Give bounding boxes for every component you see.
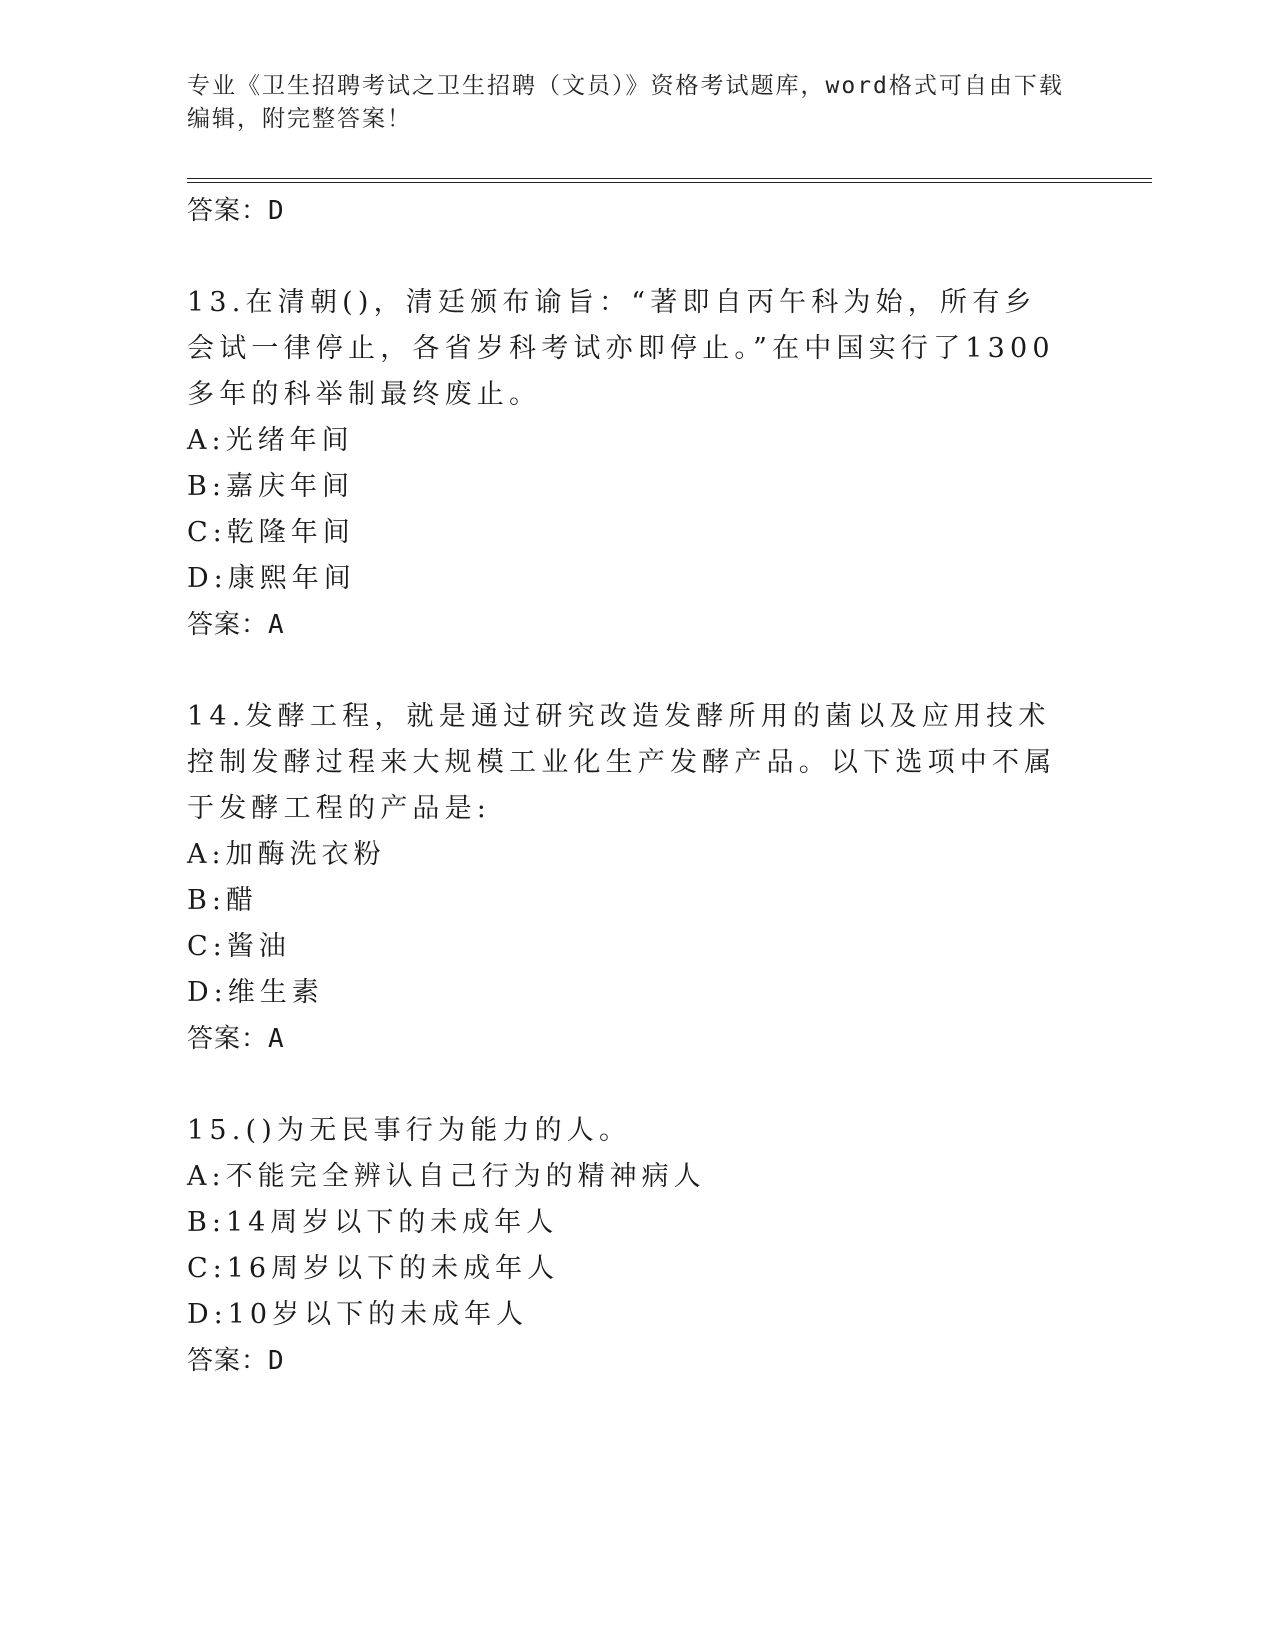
question-13: [187, 280, 1087, 648]
document-body: [187, 188, 1087, 1384]
option-b: B:醋: [187, 885, 258, 916]
question-14: [187, 694, 1087, 1062]
option-d: D:康熙年间: [187, 563, 356, 594]
option-a: A:不能完全辨认自己行为的精神病人: [187, 1161, 706, 1192]
question-text: 15.()为无民事行为能力的人。: [187, 1115, 632, 1146]
answer-line: 答案：A: [187, 610, 285, 640]
option-b: B:14周岁以下的未成年人: [187, 1207, 559, 1238]
option-d: D:10岁以下的未成年人: [187, 1299, 529, 1330]
page-header: 专业《卫生招聘考试之卫生招聘（文员）》资格考试题库，word格式可自由下载编辑，附完整答案！: [187, 73, 1064, 132]
question-text: 13.在清朝()，清廷颁布谕旨：“著即自丙午科为始，所有乡会试一律停止，各省岁科考试亦即停止。”在中国实行了1300多年的科举制最终废止。: [187, 287, 1055, 410]
option-d: D:维生素: [187, 977, 324, 1008]
question-15: [187, 1108, 1087, 1384]
option-c: C:乾隆年间: [187, 517, 355, 548]
answer-line-12: 答案：D: [187, 196, 285, 226]
option-c: C:16周岁以下的未成年人: [187, 1253, 560, 1284]
header-rule-bottom: [187, 182, 1152, 183]
header-rule-top: [187, 178, 1152, 179]
option-c: C:酱油: [187, 931, 291, 962]
answer-line: 答案：A: [187, 1024, 285, 1054]
answer-line: 答案：D: [187, 1346, 285, 1376]
question-text: 14.发酵工程，就是通过研究改造发酵所用的菌以及应用技术控制发酵过程来大规模工业化生产发酵产品。以下选项中不属于发酵工程的产品是:: [187, 701, 1057, 824]
option-b: B:嘉庆年间: [187, 471, 354, 502]
option-a: A:光绪年间: [187, 425, 354, 456]
option-a: A:加酶洗衣粉: [187, 839, 386, 870]
